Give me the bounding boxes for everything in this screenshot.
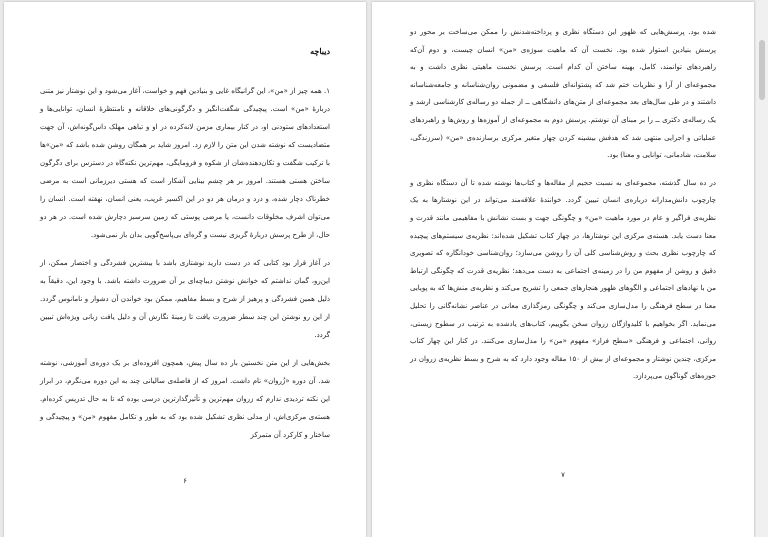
document-page-right: [372, 2, 754, 537]
scrollbar-thumb[interactable]: [759, 40, 765, 100]
page-heading: دیباچه: [310, 46, 330, 56]
page-right-content: [410, 24, 716, 537]
paragraph: در ده سال گذشته، مجموعه‌ای به نسبت حجیم از مقاله‌ها و کتاب‌ها نوشته شده تا آن دستگاه نظری و چارچوب دانش‌مدارانه درباره‌ی انسان تبیین گردد. خوانندهٔ علاقه‌مند می‌تواند در این نوشتارها به یک نظریه‌ی فراگیر و عام در مورد ماهیت «من» و چگونگی جهت و بست نشانش با مفاهیمی مانند قدرت و معنا دست یابد. هسته‌ی مرکزی این نوشتارها، در چهار کتاب تشکیل شده‌اند: نظریه‌ی سیستم‌های پیچیده که چارچوب نظری بحث و روش‌شناسی کلی آن را روشن می‌سازد؛ روان‌شناسی خودانگاره که تصویری دقیق و روشن از مفهوم من را در زمینه‌ی اجتماعی به دست می‌دهد؛ نظریه‌ی قدرت که چگونگی ارتباط من با نهادهای اجتماعی و الگوهای ظهور هنجارهای جمعی را تشریح می‌کند و نظریه‌ی منش‌ها که به پویایی معنا در سطح فرهنگی را مدل‌سازی می‌کند و چگونگی رمزگذاری معانی در عناصر نشانه‌گانی را تحلیل می‌نماید. اگر بخواهیم با کلیدواژگان زروان سخن بگوییم، کتاب‌های یادشده به ترتیب در سطوح زیستی، روانی، اجتماعی و فرهنگی «سطح فراز» مفهوم «من» را مدل‌سازی می‌کنند. در کنار این چهار کتاب مرکزی، چندین نوشتار و مجموعه‌ای از بیش از ۱۵۰ مقاله وجود دارد که به شرح و بسط نظریه‌ی زروان در حوزه‌های گوناگون می‌پردازد.: [410, 178, 717, 381]
paragraph: ۱. همه چیز از «من»، این گرانیگاه غایی و بنیادین فهم و خواست، آغاز می‌شود و این نوشتار نیز متنی دربارهٔ «من» است. پیچیدگی شگفت‌انگیز و دگرگونی‌های خلاقانه و نامنتظرهٔ انسان، توانایی‌ها و استعدادهای ستودنی او، در کنار بیماری مزمن لانه‌کرده در او و تباهی مهلک داس‌گونه‌اش، آن جهت متضادیست که نوشته شدن این متن را لازم زد. امروز شاید بر همگان روشن شده باشد که «من»ها با ترکیب شگفت و تکان‌دهنده‌شان از شکوه و فرومایگی، مهم‌ترین نکته‌گاه در دسترس برای دگرگون ساختن هستی هستند. امروز بر هر چشم بینایی آشکار است که هستی دیرزمانی است به مرضی خطرناک دچار شده، و درد و درمان هر دو در این اکسیر غریب، یعنی انسان، نهفته است. انسان را می‌توان اشرف مخلوقات دانست، یا مرضی پوستی که زمین سرسبز دچارش شده است. در هر دو حال، از طرح پرسش دربارهٔ گریزی نیست و گره‌ای بی‌پاسخ‌گویی بدان باز نمی‌شود.: [40, 87, 330, 239]
page-number: ۶: [183, 477, 187, 485]
vertical-scrollbar[interactable]: [756, 0, 768, 537]
document-page-left: [4, 2, 366, 537]
paragraph: بخش‌هایی از این متن نخستین بار ده سال پیش، همچون افزوده‌ای بر یک دوره‌ی آموزشی، نوشته شد. آن دوره «زُروان» نام داشت. امروز که از فاصله‌ی سالیانی چند به این دوره می‌نگرم، در ابراز این نکته تردیدی ندارم که زروان مهم‌ترین و تأثیرگذارترین درسی بوده که تا به حال تدریس کرده‌ام. هسته‌ی مرکزی‌اش، از مدلی نظری تشکیل شده بود که به طور و تکامل مفهوم «من» و پیچیدگی و ساختار و کارکرد آن متمرکز: [40, 359, 330, 439]
page-left-content: [40, 22, 330, 537]
paragraph: شده بود. پرسش‌هایی که ظهور این دستگاه نظری و پرداخته‌شدنش را ممکن می‌ساخت بر محور دو پرسش بنیادین استوار شده بود. نخست آن که ماهیت سوژه‌ی «من» انسان چیست، و دوم آن‌که راهبردهای توانمند، کامل، بهینه ساختن آن کدام است. پرسش نخست ماهیتی نظری داشت و به مجموعه‌ای از آرا و نظریات ختم شد که پشتوانه‌ای فلسفی و مضمونی روان‌شناسانه و جامعه‌شناسانه داشتند و در طی سال‌های بعد مجموعه‌ای از متن‌های دانشگاهی ــ از جمله دو رساله‌ی کارشناسی ارشد و یک رساله‌ی دکتری ــ را بر مبنای آن نوشتم. پرسش دوم به مجموعه‌ای از آموزه‌ها و روش‌ها و راهبردهای عملیاتی و اجرایی منتهی شد که هدفش بیشینه کردن چهار متغیر مرکزی برسازنده‌ی «من» (سرزندگی، سلامت، شادمانی، توانایی و معنا) بود.: [410, 28, 716, 160]
page-number: ۷: [561, 471, 565, 479]
paragraph: در آغاز قرار بود کتابی که در دست دارید نوشتاری باشد با بیشترین فشردگی و اختصار ممکن، از این‌رو، گمان نداشتم که خوانش نوشتن دیباچه‌ای بر آن ضرورت داشته باشد. با وجود این، دقیقاً به دلیل همین فشردگی و پرهیز از شرح و بسط مفاهیم، ممکن بود خواندن آن دشوار و نامانوس گردد. از این رو نوشتن این چند سطر ضرورت یافت تا زمینهٔ نگارش آن و دلیل یافت زبانی ویژه‌اش تبیین گردد.: [40, 259, 330, 339]
